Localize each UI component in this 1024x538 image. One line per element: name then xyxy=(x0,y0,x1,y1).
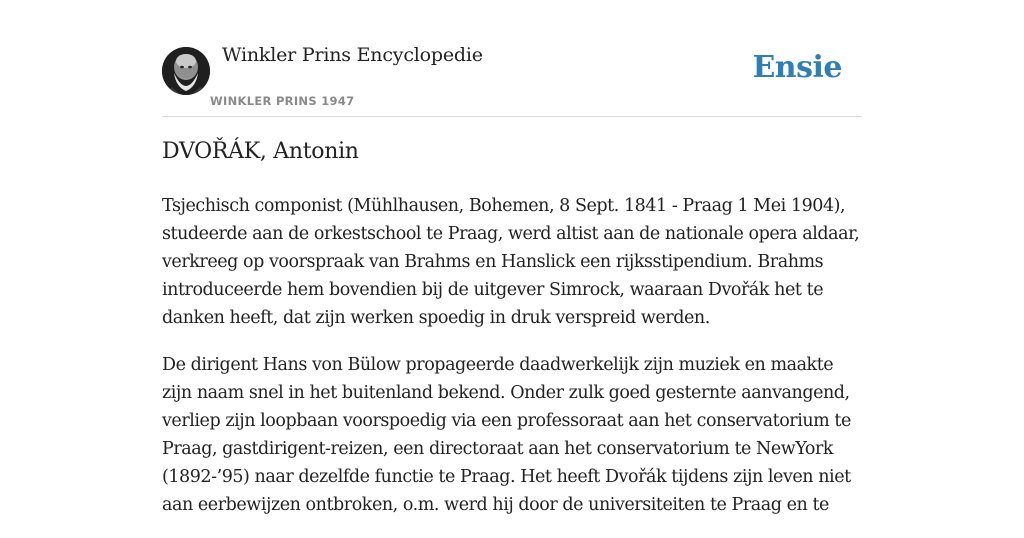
site-header xyxy=(162,0,862,117)
entry-title: DVOŘÁK, Antonin xyxy=(162,139,359,164)
site-subtitle[interactable]: WINKLER PRINS 1947 xyxy=(210,94,355,108)
entry-paragraph: Tsjechisch componist (Mühlhausen, Bohemen, 8 Sept. 1841 - Praag 1 Mei 1904), studeerde aan de orkestschool te Praag, werd altist aan de nationale opera aldaar, verkreeg op voorspraak van Brahms en Hanslick een rijksstipendium. Brahms introduceerde hem bovendien bij de uitgever Simrock, waaraan Dvořák het te danken heeft, dat zijn werken spoedig in druk verspreid werden. xyxy=(162,196,860,328)
brand-logo[interactable]: Ensie xyxy=(752,50,842,85)
entry-body xyxy=(162,192,862,538)
bearded-man-portrait-icon xyxy=(162,47,210,95)
page xyxy=(162,0,862,515)
entry-paragraph: De dirigent Hans von Bülow propageerde daadwerkelijk zijn muziek en maakte zijn naam snel in het buitenland bekend. Onder zulk goed gesternte aanvangend, verliep zijn loopbaan voorspoedig via een professoraat aan het conservatorium te Praag, gastdirigent-reizen, een directoraat aan het conservatorium te NewYork (1892-’95) naar dezelfde functie te Praag. Het heeft Dvořák tijdens zijn leven niet aan eerbewijzen ontbroken, o.m. werd hij door de universiteiten te Praag en te xyxy=(162,355,851,515)
site-title[interactable]: Winkler Prins Encyclopedie xyxy=(222,44,483,66)
avatar[interactable] xyxy=(162,47,210,95)
